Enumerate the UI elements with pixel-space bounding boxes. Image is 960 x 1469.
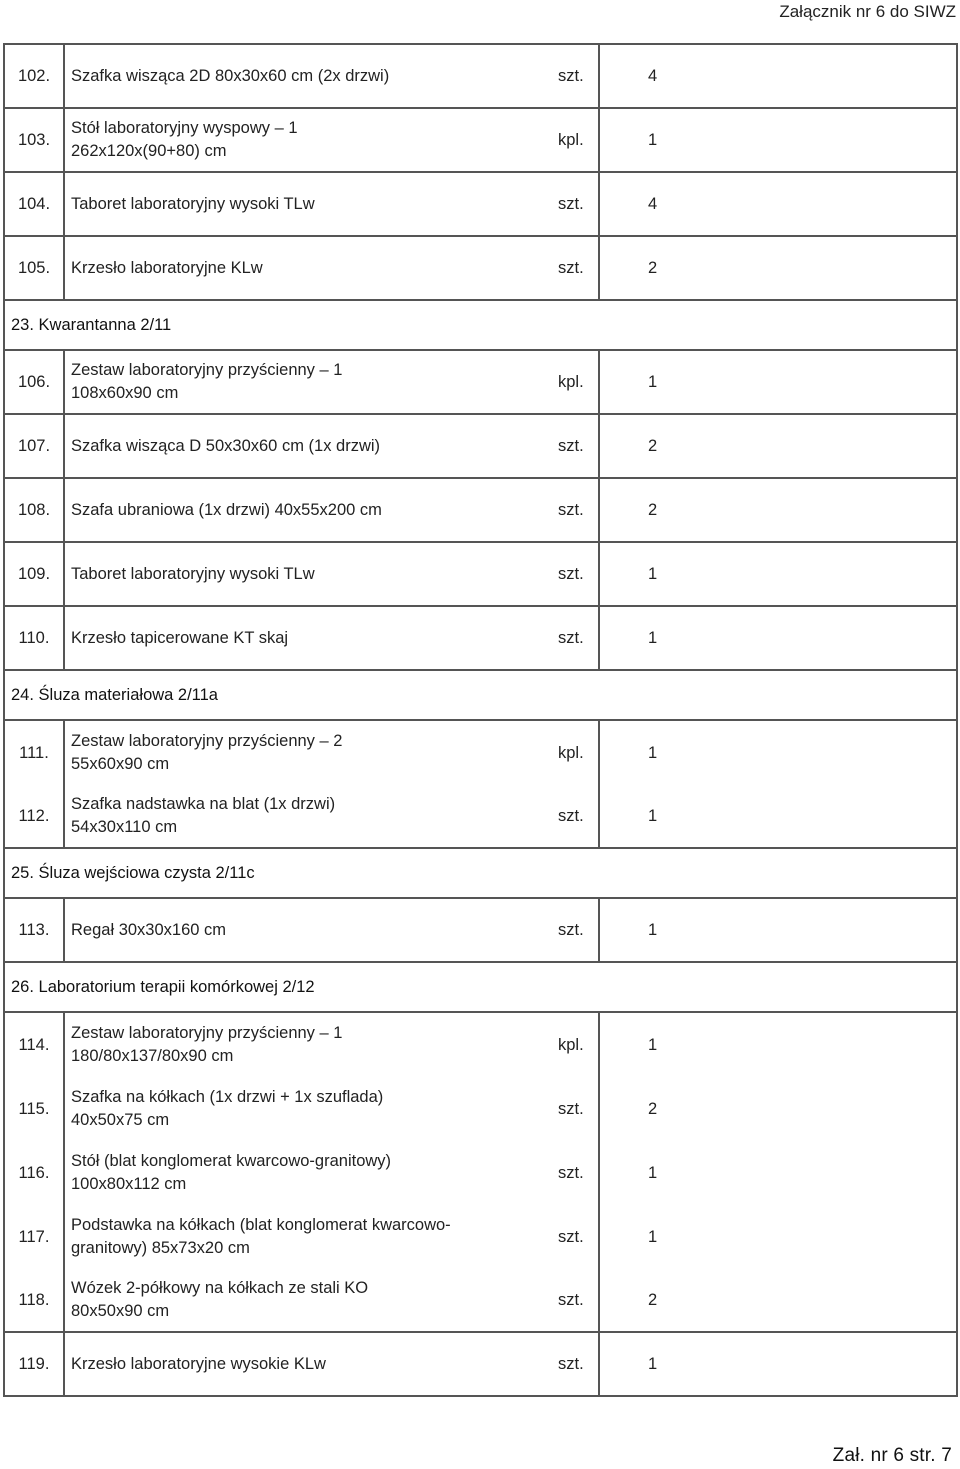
- table-row: [5, 479, 956, 543]
- item-name: [71, 1333, 471, 1395]
- item-quantity: 1: [648, 920, 658, 939]
- table-row: [5, 1269, 956, 1333]
- item-name-line: Krzesło tapicerowane KT skaj: [71, 628, 289, 647]
- item-name: [71, 237, 471, 299]
- item-name-line: Szafka nadstawka na blat (1x drzwi): [71, 795, 336, 813]
- item-name: [71, 1141, 471, 1205]
- item-name-line: Krzesło laboratoryjne KLw: [71, 258, 263, 277]
- item-name: [71, 721, 471, 785]
- item-name-line: Regał 30x30x160 cm: [71, 920, 227, 939]
- table-row: [5, 899, 956, 963]
- item-name: [71, 415, 471, 477]
- item-name-line: Wózek 2-półkowy na kółkach ze stali KO: [71, 1279, 369, 1297]
- item-unit: kpl.: [540, 109, 600, 171]
- item-name-line: Zestaw laboratoryjny przyścienny – 1: [71, 361, 343, 379]
- item-name-line: 262x120x(90+80) cm: [71, 142, 227, 160]
- item-unit: kpl.: [540, 1013, 600, 1077]
- table-row: [5, 1205, 956, 1269]
- item-unit: szt.: [540, 1141, 600, 1205]
- table-row: [5, 351, 956, 415]
- item-quantity: 2: [648, 500, 658, 519]
- table-row: [5, 785, 956, 849]
- table-row: [5, 1141, 956, 1205]
- item-quantity: 1: [648, 1035, 658, 1054]
- item-number: 109.: [5, 543, 65, 605]
- item-name-line: Podstawka na kółkach (blat konglomerat kwarcowo-: [71, 1216, 451, 1234]
- item-name-line: Szafka wisząca D 50x30x60 cm (1x drzwi): [71, 436, 381, 455]
- item-number: 108.: [5, 479, 65, 541]
- item-name: [71, 45, 471, 107]
- item-number: 119.: [5, 1333, 65, 1395]
- item-quantity: 1: [648, 806, 658, 825]
- item-number: 107.: [5, 415, 65, 477]
- item-quantity: 4: [648, 194, 658, 213]
- table-row: [5, 415, 956, 479]
- item-number: 115.: [5, 1077, 65, 1141]
- item-unit: szt.: [540, 45, 600, 107]
- item-unit: szt.: [540, 899, 600, 961]
- item-unit: szt.: [540, 415, 600, 477]
- table-row: [5, 607, 956, 671]
- table-row: [5, 45, 956, 109]
- section-heading: 23. Kwarantanna 2/11: [5, 301, 956, 351]
- item-name-line: 54x30x110 cm: [71, 818, 178, 836]
- item-name: [71, 607, 471, 669]
- item-name-line: granitowy) 85x73x20 cm: [71, 1239, 250, 1257]
- item-quantity: 1: [648, 372, 658, 391]
- table-row: [5, 173, 956, 237]
- item-unit: szt.: [540, 479, 600, 541]
- table-row: [5, 721, 956, 785]
- item-name: [71, 785, 471, 847]
- table-row: [5, 543, 956, 607]
- table-row: [5, 1077, 956, 1141]
- page-footer: Zał. nr 6 str. 7: [832, 1445, 952, 1466]
- item-number: 116.: [5, 1141, 65, 1205]
- item-name: [71, 899, 471, 961]
- item-quantity: 1: [648, 743, 658, 762]
- section-heading: 24. Śluza materiałowa 2/11a: [5, 671, 956, 721]
- item-name-line: Szafka wisząca 2D 80x30x60 cm (2x drzwi): [71, 66, 390, 85]
- item-name: [71, 479, 471, 541]
- item-name: [71, 1013, 471, 1077]
- item-unit: szt.: [540, 173, 600, 235]
- items-table: [3, 43, 958, 1397]
- item-quantity: 2: [648, 1099, 658, 1118]
- item-name: [71, 543, 471, 605]
- item-name: [71, 1205, 471, 1269]
- item-name-line: 180/80x137/80x90 cm: [71, 1047, 234, 1065]
- item-number: 117.: [5, 1205, 65, 1269]
- item-unit: kpl.: [540, 721, 600, 785]
- item-number: 106.: [5, 351, 65, 413]
- item-name-line: Stół (blat konglomerat kwarcowo-granitowy): [71, 1152, 392, 1170]
- item-number: 105.: [5, 237, 65, 299]
- item-unit: szt.: [540, 1205, 600, 1269]
- item-name: [71, 173, 471, 235]
- item-unit: szt.: [540, 785, 600, 847]
- item-name: [71, 109, 471, 171]
- item-name-line: 100x80x112 cm: [71, 1175, 187, 1193]
- item-name-line: Szafa ubraniowa (1x drzwi) 40x55x200 cm: [71, 500, 382, 519]
- item-name-line: 80x50x90 cm: [71, 1302, 170, 1320]
- item-name-line: Krzesło laboratoryjne wysokie KLw: [71, 1354, 326, 1373]
- item-name-line: Taboret laboratoryjny wysoki TLw: [71, 564, 315, 583]
- item-quantity: 1: [648, 564, 658, 583]
- item-number: 118.: [5, 1269, 65, 1331]
- item-quantity: 1: [648, 130, 658, 149]
- item-name-line: 55x60x90 cm: [71, 755, 170, 773]
- item-quantity: 1: [648, 1163, 658, 1182]
- document-header: Załącznik nr 6 do SIWZ: [779, 2, 956, 21]
- item-number: 114.: [5, 1013, 65, 1077]
- item-name: [71, 351, 471, 413]
- item-name-line: Stół laboratoryjny wyspowy – 1: [71, 119, 298, 137]
- table-row: [5, 1333, 956, 1397]
- item-quantity: 1: [648, 1354, 658, 1373]
- item-unit: szt.: [540, 1269, 600, 1331]
- item-quantity: 1: [648, 628, 658, 647]
- item-number: 104.: [5, 173, 65, 235]
- item-number: 112.: [5, 785, 65, 847]
- table-row: [5, 237, 956, 301]
- section-heading: 25. Śluza wejściowa czysta 2/11c: [5, 849, 956, 899]
- section-heading: 26. Laboratorium terapii komórkowej 2/12: [5, 963, 956, 1013]
- item-unit: szt.: [540, 607, 600, 669]
- item-unit: szt.: [540, 543, 600, 605]
- item-name-line: 108x60x90 cm: [71, 384, 179, 402]
- item-unit: kpl.: [540, 351, 600, 413]
- item-number: 102.: [5, 45, 65, 107]
- item-unit: szt.: [540, 1077, 600, 1141]
- item-name: [71, 1077, 471, 1141]
- item-name-line: Zestaw laboratoryjny przyścienny – 2: [71, 732, 343, 750]
- item-number: 113.: [5, 899, 65, 961]
- item-name-line: Taboret laboratoryjny wysoki TLw: [71, 194, 315, 213]
- item-name-line: 40x50x75 cm: [71, 1111, 170, 1129]
- item-number: 111.: [5, 721, 65, 785]
- item-number: 110.: [5, 607, 65, 669]
- item-quantity: 4: [648, 66, 658, 85]
- item-unit: szt.: [540, 1333, 600, 1395]
- table-row: [5, 1013, 956, 1077]
- item-quantity: 1: [648, 1227, 658, 1246]
- item-unit: szt.: [540, 237, 600, 299]
- item-quantity: 2: [648, 1290, 658, 1309]
- table-row: [5, 109, 956, 173]
- item-number: 103.: [5, 109, 65, 171]
- item-name-line: Szafka na kółkach (1x drzwi + 1x szuflada): [71, 1088, 384, 1106]
- item-name-line: Zestaw laboratoryjny przyścienny – 1: [71, 1024, 343, 1042]
- item-quantity: 2: [648, 258, 658, 277]
- item-quantity: 2: [648, 436, 658, 455]
- item-name: [71, 1269, 471, 1331]
